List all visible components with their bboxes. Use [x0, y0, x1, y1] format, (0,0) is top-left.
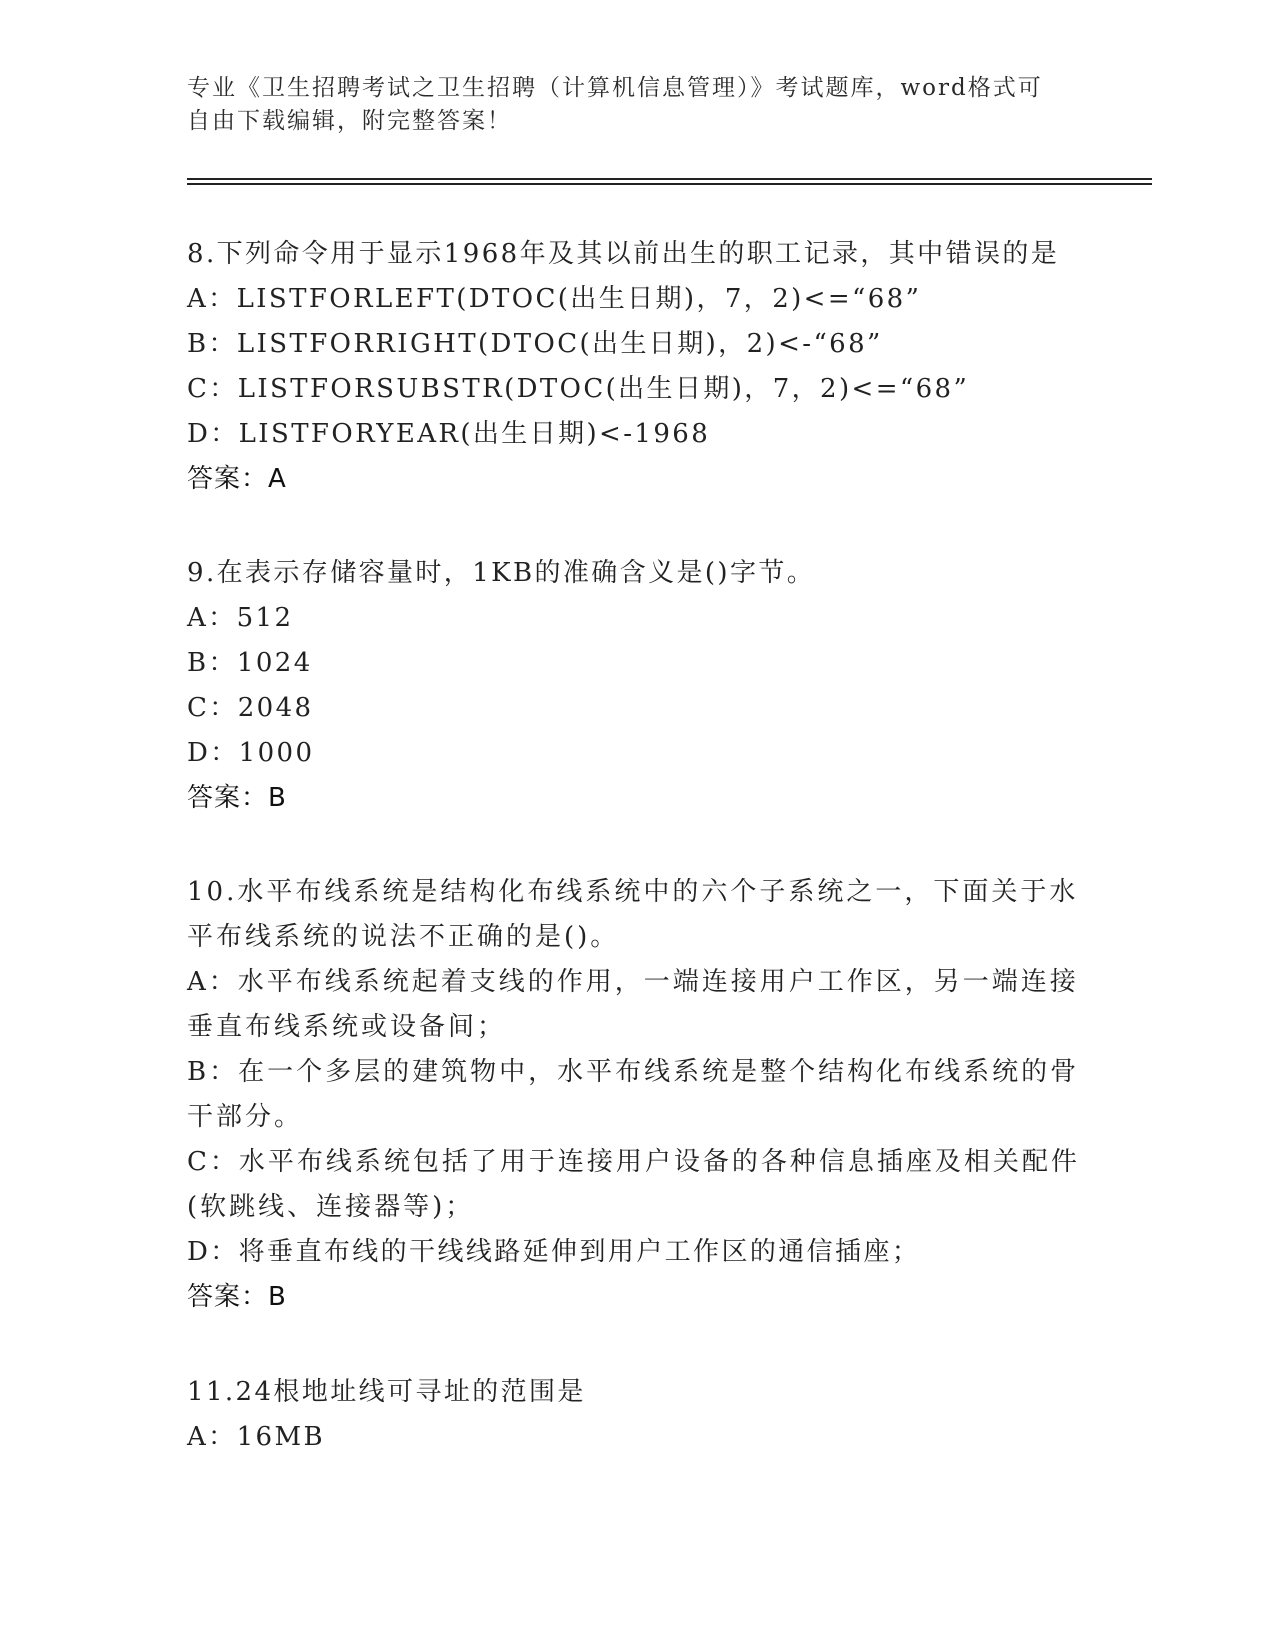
header-divider-top [187, 178, 1152, 180]
question-10 [187, 870, 1087, 1320]
option-d: D：将垂直布线的干线线路延伸到用户工作区的通信插座； [187, 1237, 921, 1267]
option-d: D：1000 [187, 738, 315, 768]
option-d: D：LISTFORYEAR(出生日期)<-1968 [187, 419, 711, 449]
option-a: A：水平布线系统起着支线的作用，一端连接用户工作区，另一端连接垂直布线系统或设备间； [187, 967, 1079, 1042]
option-b: B：1024 [187, 648, 313, 678]
header-divider-bottom [187, 183, 1152, 185]
option-a: A：16MB [187, 1422, 325, 1452]
option-b: B：LISTFORRIGHT(DTOC(出生日期)，2)<-“68” [187, 329, 883, 359]
answer-label: 答案：B [187, 783, 287, 813]
question-11 [187, 1370, 1087, 1460]
option-c: C：2048 [187, 693, 314, 723]
question-stem: 8.下列命令用于显示1968年及其以前出生的职工记录，其中错误的是 [187, 239, 1060, 269]
question-8 [187, 232, 1087, 502]
question-9 [187, 551, 1087, 821]
answer-label: 答案：B [187, 1282, 287, 1312]
option-c: C：LISTFORSUBSTR(DTOC(出生日期)，7，2)<=“68” [187, 374, 970, 404]
option-c: C：水平布线系统包括了用于连接用户设备的各种信息插座及相关配件(软跳线、连接器等)； [187, 1147, 1080, 1222]
answer-label: 答案：A [187, 464, 287, 494]
option-a: A：512 [187, 603, 294, 633]
question-stem: 11.24根地址线可寻址的范围是 [187, 1377, 586, 1407]
option-a: A：LISTFORLEFT(DTOC(出生日期)，7，2)<=“68” [187, 284, 922, 314]
document-header: 专业《卫生招聘考试之卫生招聘（计算机信息管理）》考试题库，word格式可自由下载编辑，附完整答案！ [187, 75, 1043, 134]
question-stem: 10.水平布线系统是结构化布线系统中的六个子系统之一，下面关于水平布线系统的说法不正确的是()。 [187, 877, 1079, 952]
question-stem: 9.在表示存储容量时，1KB的准确含义是()字节。 [187, 558, 816, 588]
option-b: B：在一个多层的建筑物中，水平布线系统是整个结构化布线系统的骨干部分。 [187, 1057, 1080, 1132]
